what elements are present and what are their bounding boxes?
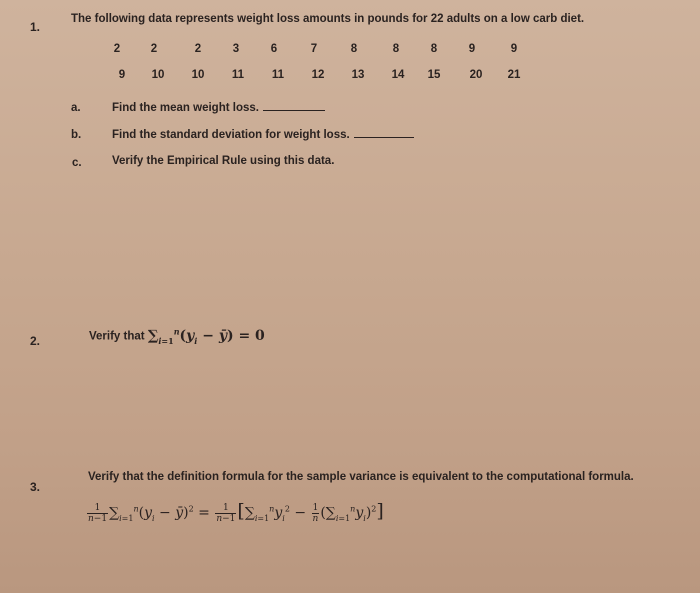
data-row-1-value: 9 [510,43,518,55]
part-a-text [112,100,325,114]
problem-2-text: Verify that [89,330,145,343]
part-b-text [112,127,414,141]
data-row-2-value: 11 [231,69,245,81]
problem-3-number: 3. [30,480,41,494]
data-row-2-value: 21 [507,69,521,81]
part-c-label: c. [72,157,82,169]
part-a-question: Find the mean weight loss. [112,102,259,114]
problem-1-number: 1. [30,20,41,34]
problem-1-text: The following data represents weight loss amounts in pounds for 22 adults on a low carb diet. [71,13,585,25]
part-b-answer-blank [354,127,414,138]
data-row-1-value: 8 [350,43,358,55]
data-row-2-value: 11 [271,69,285,81]
data-row-1-value: 2 [150,43,158,55]
data-row-1-value: 7 [310,43,318,55]
part-a-answer-blank [263,100,325,111]
data-row-2-value: 13 [351,69,365,81]
part-c-text: Verify the Empirical Rule using this data. [112,155,335,167]
sum-deviation-formula: $\sum_{i=1}^n(y_i$ − ȳ) = 0 [147,326,265,346]
variance-formula: $\frac{1}{n-1}$ $\sum_{i=1}^n(y_i$ − ȳ)$^2$ = $\frac{1}{n-1}$ [$\sum_{i=1}^ny_i^2$ − $\frac{1}{n}$ $(\sum_{i=1}^ny_i)^2$] [88,500,384,524]
data-row-1-value: 2 [194,43,202,55]
problem-2-number: 2. [30,334,41,348]
data-row-1-value: 2 [113,43,121,55]
part-b-question: Find the standard deviation for weight loss. [112,129,350,141]
data-row-1-value: 9 [468,43,476,55]
data-row-2-value: 10 [151,69,165,81]
data-row-2-value: 10 [191,69,205,81]
data-row-2-value: 20 [469,69,483,81]
part-b-label: b. [71,129,82,141]
data-row-1-value: 8 [392,43,400,55]
data-row-1-value: 6 [270,43,278,55]
data-row-1-value: 8 [430,43,438,55]
part-a-label: a. [71,102,81,114]
data-row-1-value: 3 [232,43,240,55]
problem-2-statement [89,326,265,345]
data-row-2-value: 9 [118,69,126,81]
data-row-2-value: 12 [311,69,325,81]
problem-3-text: Verify that the definition formula for the sample variance is equivalent to the computational formula. [88,471,634,483]
data-row-2-value: 14 [391,69,405,81]
data-row-2-value: 15 [427,69,441,81]
equation-2-rhs: = 0 [238,327,265,344]
